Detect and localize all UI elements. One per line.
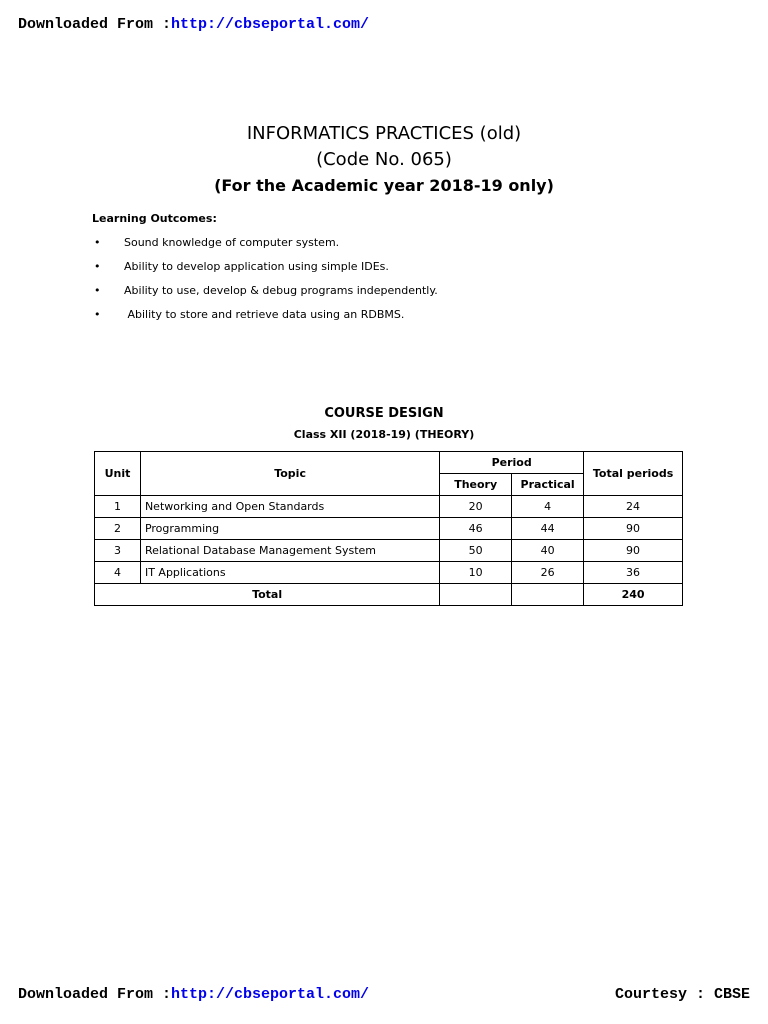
total-value: 240: [584, 584, 683, 606]
empty-cell: [512, 584, 584, 606]
topic-cell: Relational Database Management System: [140, 540, 439, 562]
learning-outcomes-heading: Learning Outcomes:: [92, 212, 217, 225]
header-unit: Unit: [95, 452, 141, 496]
header-prefix: Downloaded From :: [18, 16, 172, 33]
header-topic: Topic: [140, 452, 439, 496]
practical-cell: 40: [512, 540, 584, 562]
course-design-title: COURSE DESIGN: [324, 406, 444, 421]
subject-code: (Code No. 065): [316, 149, 452, 170]
topic-cell: Programming: [140, 518, 439, 540]
practical-cell: 26: [512, 562, 584, 584]
table-header-row: [95, 452, 683, 474]
empty-cell: [440, 584, 512, 606]
table-row: [95, 518, 683, 540]
practical-cell: 44: [512, 518, 584, 540]
outcome-text: Ability to use, develop & debug programs independently.: [124, 284, 438, 297]
header-theory: Theory: [440, 474, 512, 496]
unit-cell: 2: [95, 518, 141, 540]
course-design-subtitle: Class XII (2018-19) (THEORY): [293, 428, 475, 441]
theory-cell: 46: [440, 518, 512, 540]
table-row: [95, 540, 683, 562]
topic-cell: IT Applications: [140, 562, 439, 584]
header-source-link[interactable]: http://cbseportal.com/: [171, 16, 370, 33]
unit-cell: 3: [95, 540, 141, 562]
header-total-periods: Total periods: [584, 452, 683, 496]
header-download-source: [18, 16, 369, 33]
academic-year-note: (For the Academic year 2018-19 only): [214, 176, 554, 195]
total-cell: 90: [584, 540, 683, 562]
total-cell: 36: [584, 562, 683, 584]
header-period: Period: [440, 452, 584, 474]
outcome-text: Sound knowledge of computer system.: [124, 236, 340, 249]
total-label: Total: [95, 584, 440, 606]
header-practical: Practical: [512, 474, 584, 496]
theory-cell: 10: [440, 562, 512, 584]
practical-cell: 4: [512, 496, 584, 518]
total-cell: 24: [584, 496, 683, 518]
bullet-icon: •: [94, 284, 101, 297]
document-title: INFORMATICS PRACTICES (old): [246, 123, 522, 144]
footer-source-link[interactable]: http://cbseportal.com/: [171, 986, 370, 1003]
footer-download-source: [18, 986, 369, 1003]
outcome-text: Ability to develop application using simple IDEs.: [124, 260, 389, 273]
table-row: [95, 496, 683, 518]
topic-cell: Networking and Open Standards: [140, 496, 439, 518]
bullet-icon: •: [94, 260, 101, 273]
footer-prefix: Downloaded From :: [18, 986, 172, 1003]
footer-courtesy: Courtesy : CBSE: [614, 986, 750, 1003]
theory-cell: 20: [440, 496, 512, 518]
bullet-icon: •: [94, 236, 101, 249]
theory-cell: 50: [440, 540, 512, 562]
unit-cell: 4: [95, 562, 141, 584]
table-total-row: [95, 584, 683, 606]
course-design-table: [94, 451, 683, 606]
outcome-text: Ability to store and retrieve data using an RDBMS.: [124, 308, 405, 321]
unit-cell: 1: [95, 496, 141, 518]
table-row: [95, 562, 683, 584]
total-cell: 90: [584, 518, 683, 540]
bullet-icon: •: [94, 308, 101, 321]
